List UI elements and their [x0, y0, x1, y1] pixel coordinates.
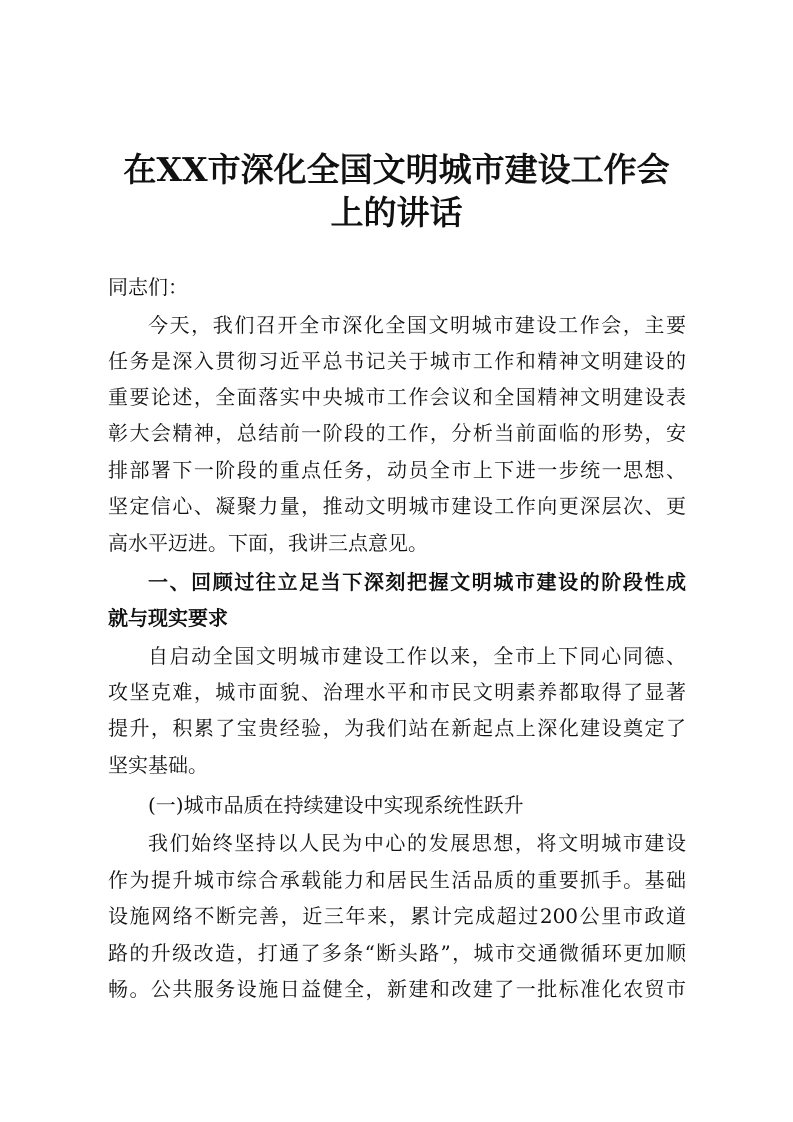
paragraph-line: 作为提升城市综合承载能力和居民生活品质的重要抓手。基础	[108, 868, 686, 892]
paragraph-line: 畅。公共服务设施日益健全，新建和改建了一批标准化农贸市	[108, 977, 686, 1001]
paragraph-line: 我们始终坚持以人民为中心的发展思想，将文明城市建设	[148, 831, 686, 855]
document-title-line-2: 上的讲话	[330, 193, 463, 232]
paragraph-line: 坚定信心、凝聚力量，推动文明城市建设工作向更深层次、更	[108, 494, 686, 518]
salutation: 同志们：	[108, 275, 188, 299]
paragraph-line: 今天，我们召开全市深化全国文明城市建设工作会，主要	[148, 313, 686, 337]
paragraph-line: 排部署下一阶段的重点任务，动员全市上下进一步统一思想、	[108, 458, 686, 482]
paragraph-line: 设施网络不断完善，近三年来，累计完成超过200公里市政道	[108, 904, 686, 928]
paragraph-line: 重要论述，全面落实中央城市工作会议和全国精神文明建设表	[108, 385, 686, 409]
paragraph-line: 路的升级改造，打通了多条“断头路”，城市交通微循环更加顺	[108, 941, 686, 965]
document-title-line-1: 在XX市深化全国文明城市建设工作会	[123, 150, 670, 189]
paragraph-line: 高水平迈进。下面，我讲三点意见。	[108, 531, 428, 555]
paragraph-line: 自启动全国文明城市建设工作以来，全市上下同心同德、	[148, 644, 686, 668]
paragraph-line: 坚实基础。	[108, 753, 208, 777]
paragraph-line: 提升，积累了宝贵经验，为我们站在新起点上深化建设奠定了	[108, 716, 686, 740]
section-heading: 就与现实要求	[108, 606, 228, 630]
paragraph-line: 攻坚克难，城市面貌、治理水平和市民文明素养都取得了显著	[108, 680, 686, 704]
section-heading: 一、回顾过往立足当下深刻把握文明城市建设的阶段性成	[148, 570, 686, 594]
paragraph-line: 任务是深入贯彻习近平总书记关于城市工作和精神文明建设的	[108, 349, 686, 373]
paragraph-line: 彰大会精神，总结前一阶段的工作，分析当前面临的形势，安	[108, 421, 686, 445]
subsection-heading: (一)城市品质在持续建设中实现系统性跃升	[148, 793, 524, 817]
